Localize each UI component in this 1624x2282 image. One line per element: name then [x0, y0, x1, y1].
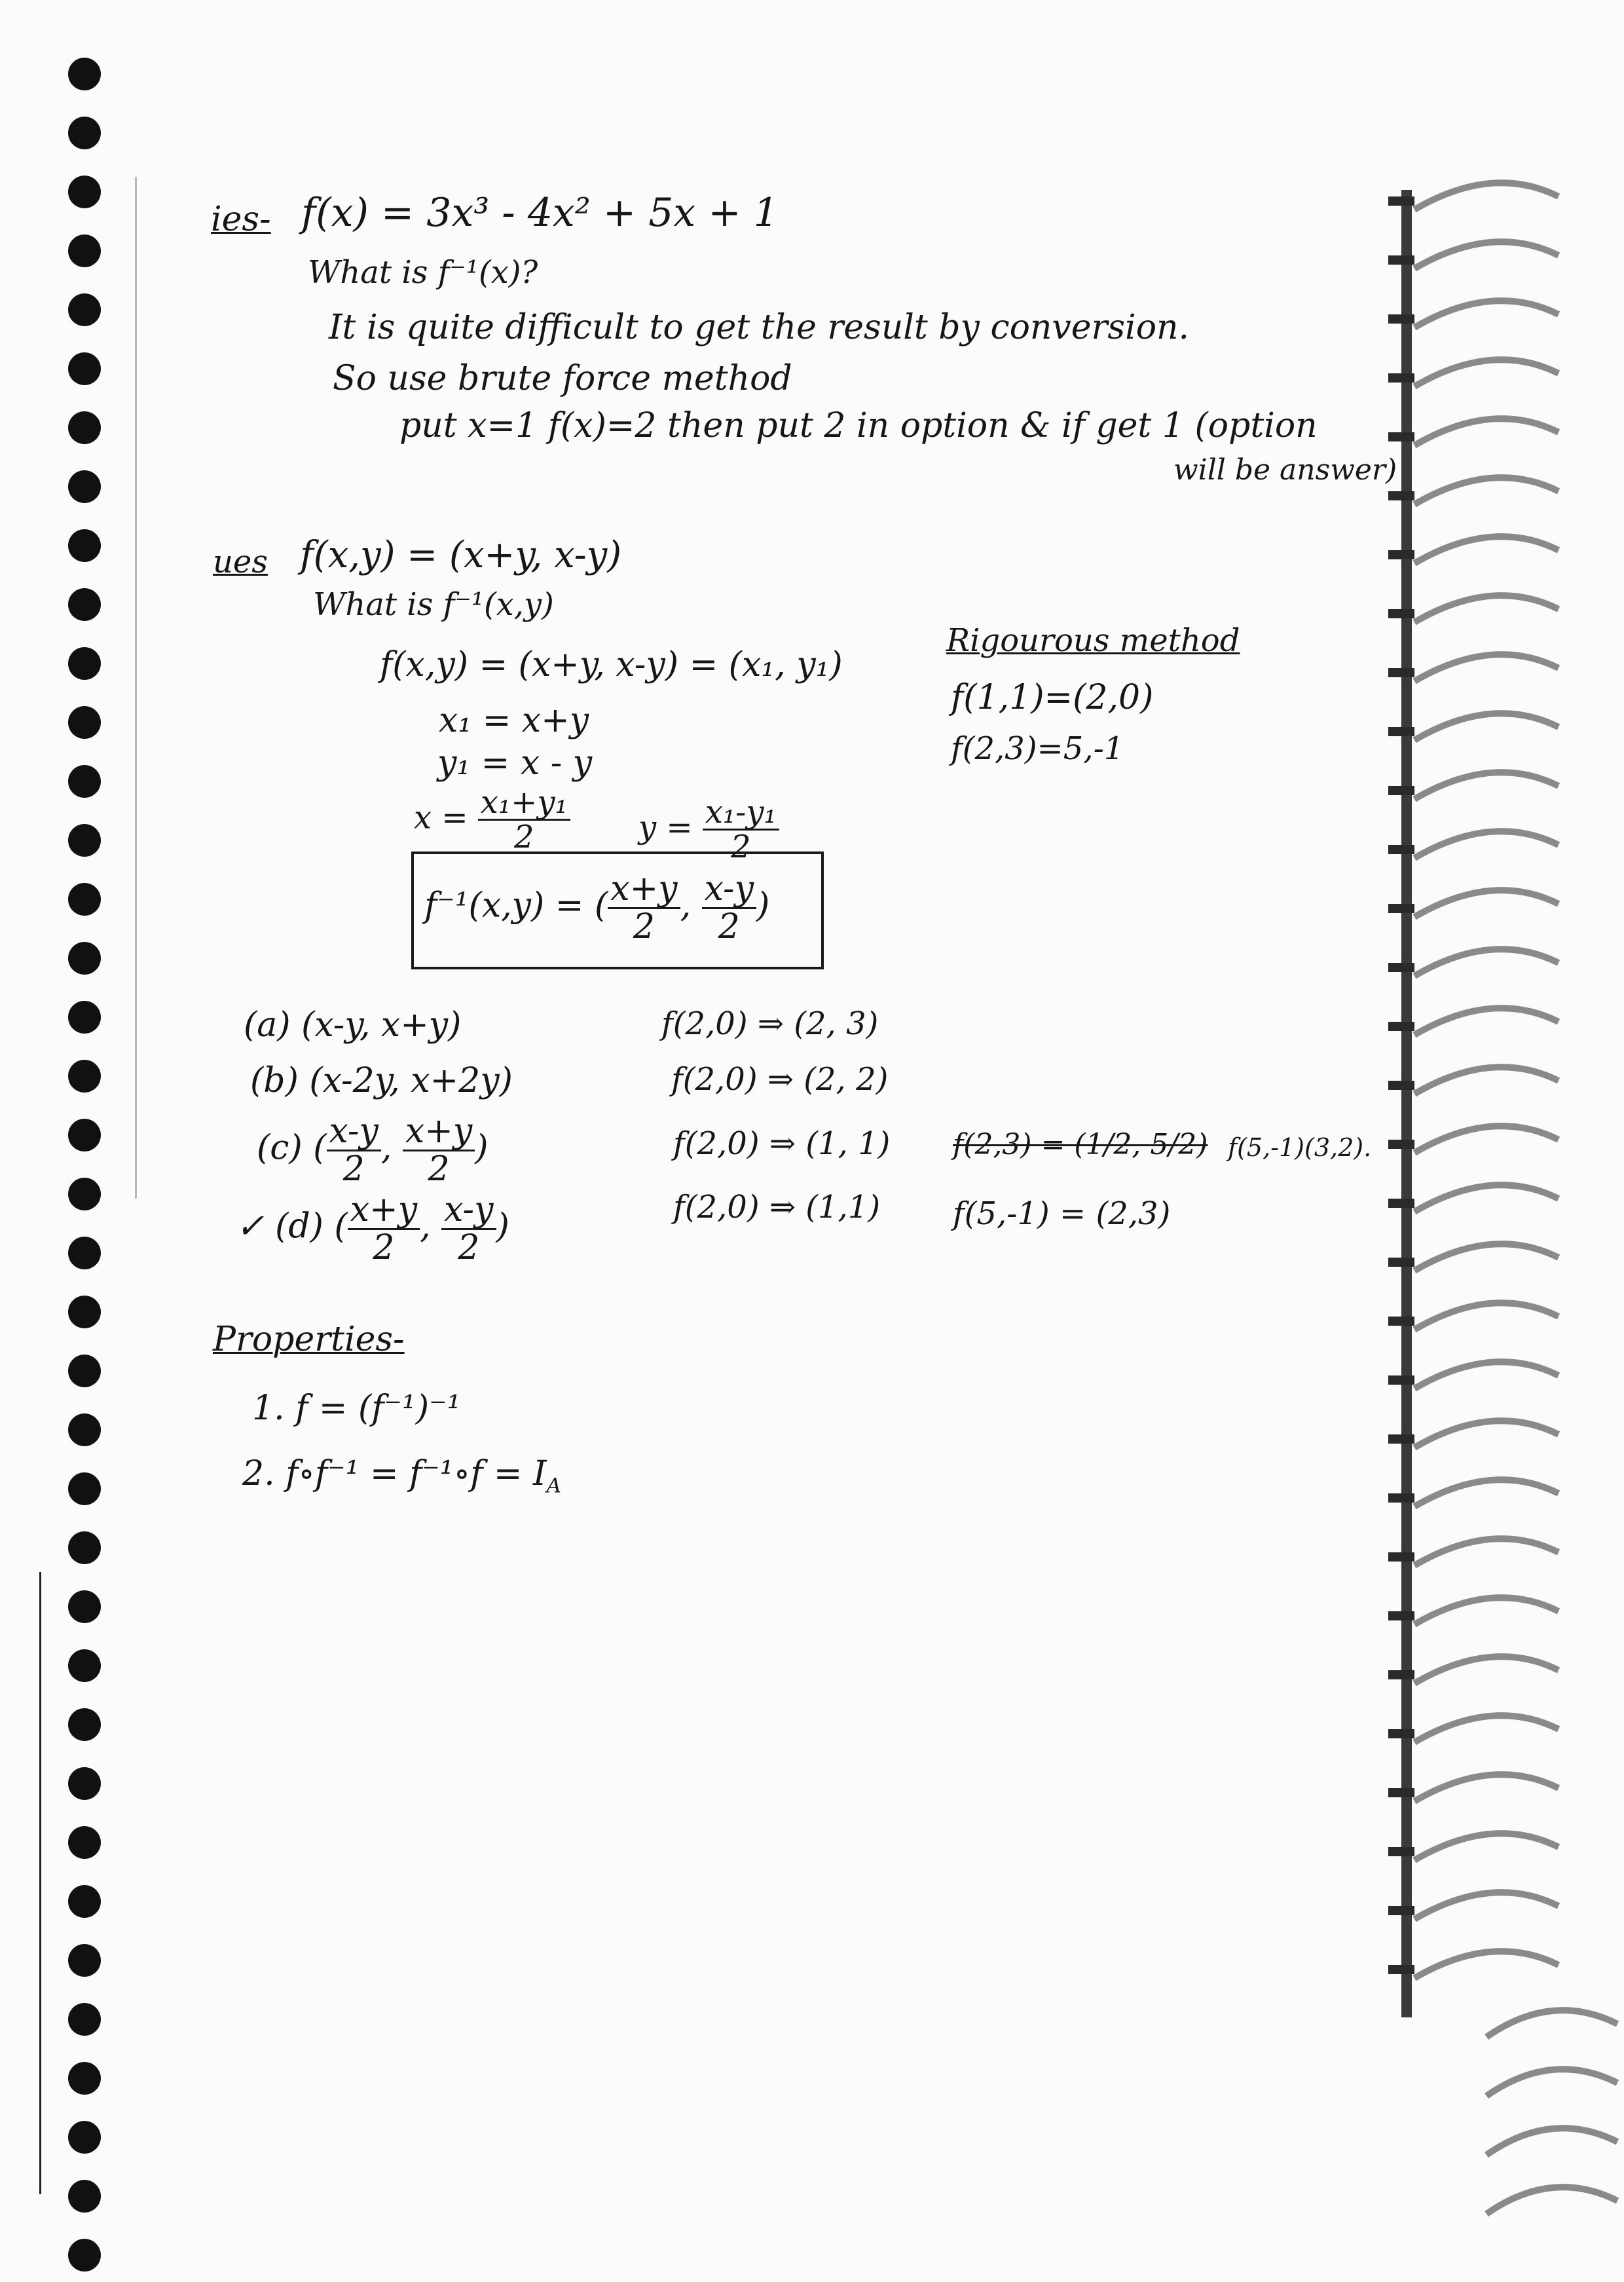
q2-x-solution — [414, 786, 570, 854]
properties-title: Properties- — [213, 1320, 405, 1359]
q1-line1: It is quite difficult to get the result by conversion. — [329, 308, 1190, 347]
rigourous-line1: f(1,1)=(2,0) — [951, 678, 1154, 717]
option-d-frac1 — [348, 1192, 420, 1265]
eval-c-extra: f(5,-1)(3,2). — [1228, 1133, 1372, 1162]
q2-function: f(x,y) = (x+y, x-y) — [300, 534, 622, 576]
spiral-binding — [1388, 0, 1624, 2282]
option-c-num2: x+y — [403, 1113, 475, 1151]
q2-result-num1: x+y — [608, 871, 680, 909]
q2-result-num2: x-y — [702, 871, 756, 909]
option-d-num1: x+y — [348, 1192, 420, 1230]
option-c-den2: 2 — [428, 1149, 450, 1189]
q2-step2: x₁ = x+y — [439, 701, 589, 740]
margin-line — [135, 177, 137, 1199]
option-c-frac1 — [327, 1113, 381, 1187]
option-c: (c) ( $\frac{x-y}{2}$ , $\frac{x+y}{2}$ ) — [257, 1112, 489, 1189]
eval-c: f(2,0) ⇒ (1, 1) — [673, 1125, 891, 1162]
eval-c-struck: f(2,3) = (1/2, 5/2) — [953, 1128, 1208, 1161]
property-1: 1. f = (f⁻¹)⁻¹ — [252, 1389, 461, 1428]
property-2-text: 2. f∘f⁻¹ = f⁻¹∘f = I — [242, 1454, 547, 1493]
q2-result-den1: 2 — [633, 907, 655, 946]
q1-label: ies- — [211, 200, 271, 239]
rigourous-line2: f(2,3)=5,-1 — [951, 730, 1124, 767]
q2-result-frac1 — [608, 871, 680, 945]
q1-line4: will be answer) — [1173, 453, 1397, 487]
q2-result: f⁻¹(x,y) = ( $\frac{x+y}{2}$ , $\frac{x-y}{2}$ ) — [424, 869, 770, 946]
q1-line3: put x=1 f(x)=2 then put 2 in option & if get 1 (option — [399, 406, 1318, 445]
q2-result-den2: 2 — [718, 907, 740, 946]
q2-x-denominator: 2 — [513, 819, 534, 856]
option-d-label: (d) ( — [275, 1206, 348, 1246]
property-2-subscript: A — [546, 1474, 562, 1498]
q2-x-numerator: x₁+y₁ — [478, 786, 570, 821]
eval-a: f(2,0) ⇒ (2, 3) — [661, 1005, 879, 1042]
q2-step1: f(x,y) = (x+y, x-y) = (x₁, y₁) — [380, 645, 843, 684]
option-c-num1: x-y — [327, 1113, 381, 1151]
q2-step3: y₁ = x - y — [437, 743, 593, 783]
eval-b: f(2,0) ⇒ (2, 2) — [671, 1061, 889, 1098]
check-mark-icon: ✓ — [236, 1206, 265, 1246]
eval-d2: f(5,-1) = (2,3) — [953, 1195, 1171, 1232]
option-d-frac2 — [441, 1192, 496, 1265]
option-a: (a) (x-y, x+y) — [244, 1005, 462, 1045]
option-d-num2: x-y — [441, 1192, 496, 1230]
option-c-label: (c) ( — [257, 1128, 327, 1168]
q1-line2: So use brute force method — [333, 359, 792, 398]
eval-d: f(2,0) ⇒ (1,1) — [673, 1189, 881, 1225]
q2-x-fraction — [478, 786, 570, 854]
q2-y-lhs: y = — [638, 809, 693, 846]
q2-x-lhs: x = — [414, 799, 468, 836]
property-2 — [242, 1454, 561, 1497]
option-d-den2: 2 — [458, 1227, 480, 1267]
q2-result-lhs: f⁻¹(x,y) = — [424, 886, 584, 926]
rigourous-method-title: Rigourous method — [946, 622, 1240, 659]
left-edge-line — [39, 1572, 41, 2194]
q2-question: What is f⁻¹(x,y) — [313, 586, 554, 623]
option-b: (b) (x-2y, x+2y) — [250, 1061, 513, 1100]
option-d: ✓ (d) ( $\frac{x+y}{2}$ , $\frac{x-y}{2}$ ) — [236, 1190, 509, 1267]
q2-result-frac2 — [702, 871, 756, 945]
q1-question: What is f⁻¹(x)? — [308, 254, 538, 291]
option-c-den1: 2 — [342, 1149, 365, 1189]
q2-label: ues — [213, 544, 268, 580]
q1-function: f(x) = 3x³ - 4x² + 5x + 1 — [301, 190, 779, 236]
q2-y-denominator: 2 — [731, 829, 751, 866]
option-d-den1: 2 — [373, 1227, 395, 1267]
q2-y-numerator: x₁-y₁ — [703, 796, 779, 831]
option-c-frac2 — [403, 1113, 475, 1187]
